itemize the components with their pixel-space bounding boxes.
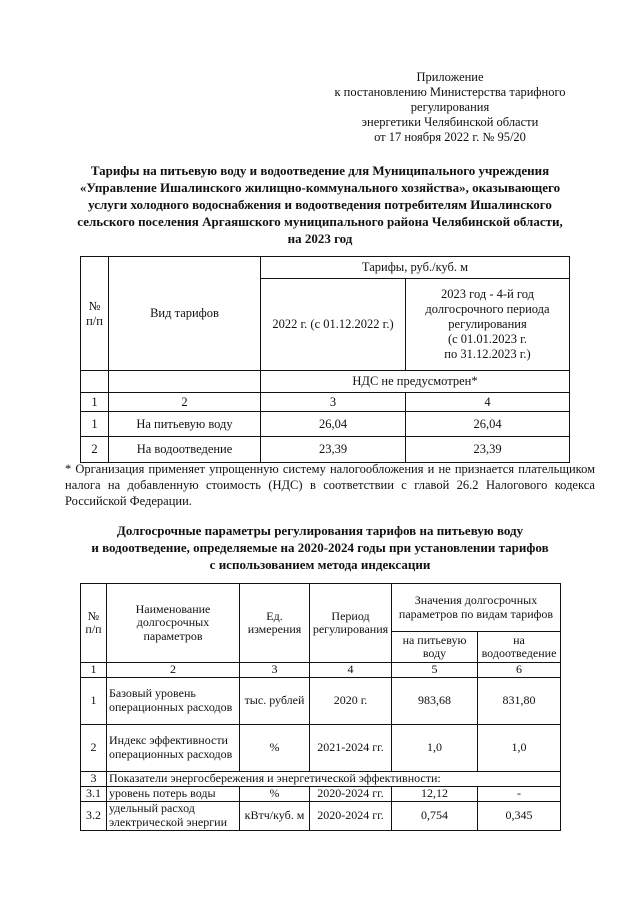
row-value-2023: 23,39 — [406, 437, 570, 463]
appendix-line: к постановлению Министерства тарифного — [334, 85, 566, 99]
row-num: 3.2 — [81, 801, 107, 830]
row-name: удельный расход электрической энергии — [107, 801, 240, 830]
index-cell: 3 — [240, 663, 310, 678]
row-drain-value: 1,0 — [478, 724, 561, 771]
row-num: 2 — [81, 437, 109, 463]
row-water-value: 0,754 — [392, 801, 478, 830]
row-name: Индекс эффективности операционных расходов — [107, 724, 240, 771]
row-name: уровень потерь воды — [107, 786, 240, 801]
col-values-header: Значения долгосрочных параметров по видам тарифов — [392, 584, 561, 632]
appendix-header — [300, 70, 600, 145]
row-water-value: 12,12 — [392, 786, 478, 801]
title-line: «Управление Ишалинского жилищно-коммунального хозяйства», оказывающего — [79, 180, 561, 195]
col-water-header: на питьевую воду — [392, 632, 478, 663]
title-line: Тарифы на питьевую воду и водоотведение для Муниципального учреждения — [90, 163, 550, 178]
parameters-table — [80, 583, 561, 831]
col-tariffs-header: Тарифы, руб./куб. м — [261, 257, 570, 279]
title-line: услуги холодного водоснабжения и водоотведения потребителям Ишалинского — [88, 197, 552, 212]
col-num-header: № п/п — [81, 584, 107, 663]
col-2023-line: по 31.12.2023 г.) — [444, 347, 531, 361]
table-row — [81, 724, 561, 771]
row-value-2023: 26,04 — [406, 412, 570, 437]
col-2023-line: (с 01.01.2023 г. — [447, 332, 528, 346]
col-2022-header: 2022 г. (с 01.12.2022 г.) — [261, 279, 406, 371]
table-row — [81, 786, 561, 801]
row-num: 2 — [81, 724, 107, 771]
section-row — [81, 771, 561, 786]
table-row — [81, 412, 570, 437]
index-cell: 6 — [478, 663, 561, 678]
row-unit: кВтч/куб. м — [240, 801, 310, 830]
table-row — [81, 801, 561, 830]
title-line: с использованием метода индексации — [209, 557, 431, 572]
col-2023-header — [406, 279, 570, 371]
row-num: 3.1 — [81, 786, 107, 801]
col-drain-header: на водоотведение — [478, 632, 561, 663]
footnote: * Организация применяет упрощенную систему налогообложения и не признается плательщиком налога на добавленную стоимость (НДС) в соответствии с главой 26.2 Налогового кодекса Российской Федерации. — [65, 462, 595, 508]
appendix-line: регулирования — [410, 100, 490, 114]
title-line: сельского поселения Аргаяшского муниципального района Челябинской области, — [77, 214, 563, 229]
row-water-value: 1,0 — [392, 724, 478, 771]
index-cell: 2 — [109, 393, 261, 412]
row-drain-value: - — [478, 786, 561, 801]
col-2023-line: 2023 год - 4-й год — [441, 287, 534, 301]
row-unit: % — [240, 724, 310, 771]
row-value-2022: 26,04 — [261, 412, 406, 437]
row-unit: тыс. рублей — [240, 677, 310, 724]
title-line: Долгосрочные параметры регулирования тарифов на питьевую воду — [116, 523, 524, 538]
index-cell: 5 — [392, 663, 478, 678]
row-drain-value: 831,80 — [478, 677, 561, 724]
row-period: 2020-2024 гг. — [310, 801, 392, 830]
col-period-header: Период регулирования — [310, 584, 392, 663]
row-water-value: 983,68 — [392, 677, 478, 724]
index-cell: 1 — [81, 663, 107, 678]
appendix-label: Приложение — [416, 70, 484, 84]
section-num: 3 — [81, 771, 107, 786]
title-line: и водоотведение, определяемые на 2020-2024 годы при установлении тарифов — [91, 540, 549, 555]
index-cell: 4 — [310, 663, 392, 678]
index-cell: 3 — [261, 393, 406, 412]
col-name-header: Наименование долгосрочных параметров — [107, 584, 240, 663]
table-row — [81, 677, 561, 724]
appendix-date: от 17 ноября 2022 г. № 95/20 — [374, 130, 526, 144]
index-cell: 4 — [406, 393, 570, 412]
index-cell: 1 — [81, 393, 109, 412]
col-num-header: № п/п — [81, 257, 109, 371]
row-drain-value: 0,345 — [478, 801, 561, 830]
parameters-title — [40, 522, 600, 573]
row-num: 1 — [81, 677, 107, 724]
appendix-line: энергетики Челябинской области — [361, 115, 539, 129]
row-name: На питьевую воду — [109, 412, 261, 437]
col-2023-line: долгосрочного периода — [425, 302, 550, 316]
section-title: Показатели энергосбережения и энергетической эффективности: — [107, 771, 561, 786]
tariffs-title — [40, 162, 600, 247]
title-line: на 2023 год — [287, 231, 353, 246]
row-num: 1 — [81, 412, 109, 437]
row-period: 2020-2024 гг. — [310, 786, 392, 801]
col-unit-header: Ед. измерения — [240, 584, 310, 663]
col-2023-line: регулирования — [448, 317, 527, 331]
vat-note: НДС не предусмотрен* — [261, 371, 570, 393]
tariffs-table — [80, 256, 570, 463]
table-row — [81, 437, 570, 463]
row-period: 2021-2024 гг. — [310, 724, 392, 771]
col-type-header: Вид тарифов — [109, 257, 261, 371]
row-unit: % — [240, 786, 310, 801]
row-name: На водоотведение — [109, 437, 261, 463]
row-name: Базовый уровень операционных расходов — [107, 677, 240, 724]
index-cell: 2 — [107, 663, 240, 678]
row-value-2022: 23,39 — [261, 437, 406, 463]
row-period: 2020 г. — [310, 677, 392, 724]
